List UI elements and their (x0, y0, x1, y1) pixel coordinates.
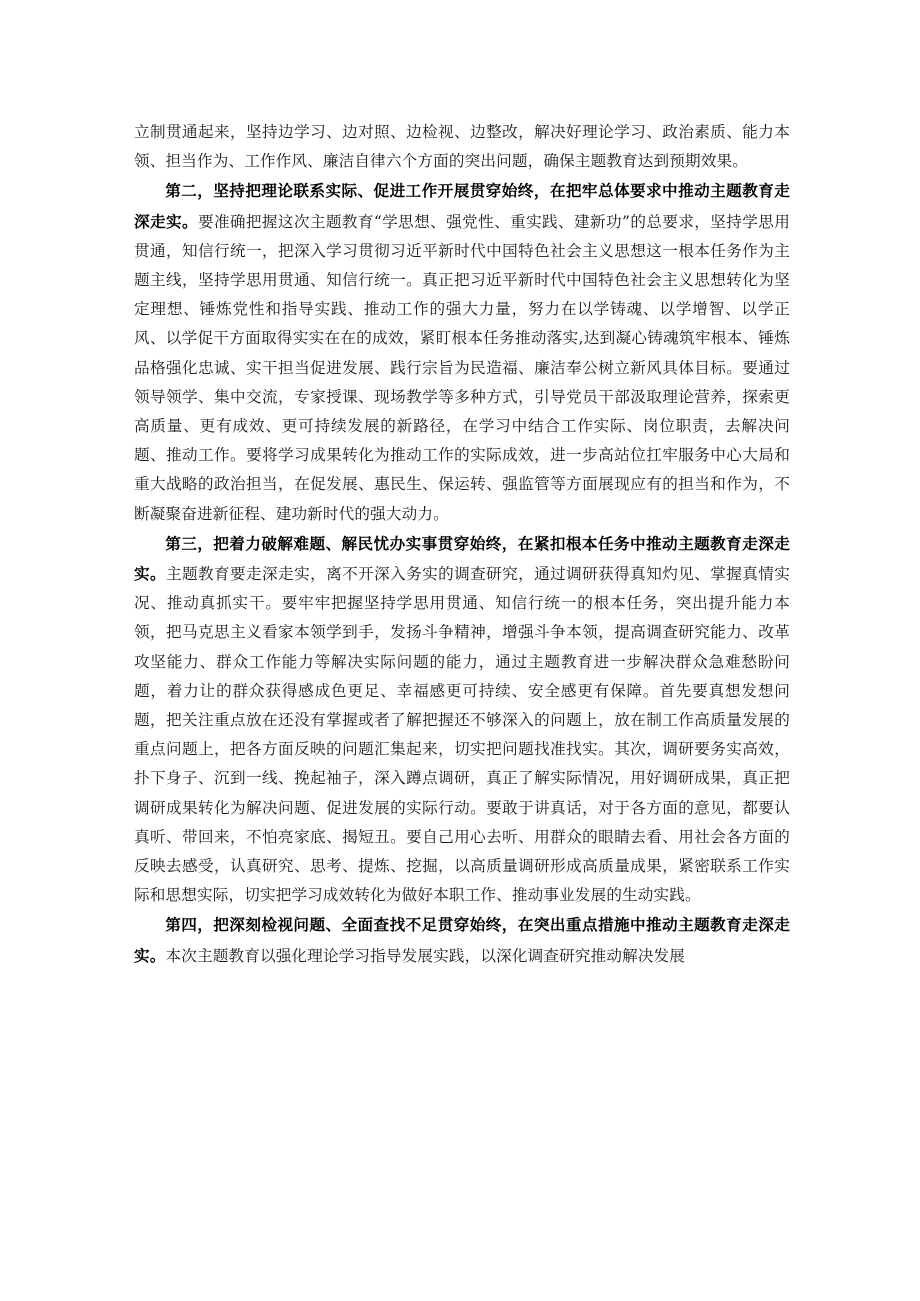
paragraph-second (134, 176, 790, 528)
paragraph-fourth (134, 910, 790, 970)
paragraph-body: 立制贯通起来，坚持边学习、边对照、边检视、边整改，解决好理论学习、政治素质、能力本领、担当作为、工作作风、廉洁自律六个方面的突出问题，确保主题教育达到预期效果。 (134, 123, 790, 171)
paragraph-body: 主题教育要走深走实，离不开深入务实的调查研究，通过调研获得真知灼见、掌握真情实况、推动真抓实干。要牢牢把握坚持学思用贯通、知信行统一的根本任务，突出提升能力本领，把马克思主义看家本领学到手，发扬斗争精神，增强斗争本领，提高调查研究能力、改革攻坚能力、群众工作能力等解决实际问题的能力，通过主题教育进一步解决群众急难愁盼问题，着力让的群众获得感成色更足、幸福感更可持续、安全感更有保障。首先要真想发想问题，把关注重点放在还没有掌握或者了解把握还不够深入的问题上，放在制工作高质量发展的重点问题上，把各方面反映的问题汇集起来，切实把问题找准找实。其次，调研要务实高效，扑下身子、沉到一线、挽起袖子，深入蹲点调研，真正了解实际情况，用好调研成果，真正把调研成果转化为解决问题、促进发展的实际行动。要敢于讲真话，对于各方面的意见，都要认真听、带回来，不怕亮家底、揭短丑。要自己用心去听、用群众的眼睛去看、用社会各方面的反映去感受，认真研究、思考、提炼、挖掘，以高质量调研形成高质量成果，紧密联系工作实际和思想实际，切实把学习成效转化为做好本职工作、推动事业发展的生动实践。 (134, 565, 790, 905)
paragraph-lead-heading: 第三，把着力破解难题、解民忧办实事贯穿始终，在紧扣根本任务中推动主题教育走深走实。 (134, 533, 790, 584)
paragraph-body: 本次主题教育以强化理论学习指导发展实践，以深化调查研究推动解决发展 (165, 946, 686, 965)
paragraph-continued (134, 118, 790, 176)
paragraph-lead-heading: 第四，把深刻检视问题、全面查找不足贯穿始终，在突出重点措施中推动主题教育走深走实。 (134, 915, 790, 965)
paragraph-lead-heading: 第二，坚持把理论联系实际、促进工作开展贯穿始终，在把牢总体要求中推动主题教育走深走实。 (134, 181, 790, 231)
paragraph-body: 要准确把握这次主题教育“学思想、强党性、重实践、建新功”的总要求，坚持学思用贯通，知信行统一，把深入学习贯彻习近平新时代中国特色社会主义思想这一根本任务作为主题主线，坚持学思用贯通、知信行统一。真正把习近平新时代中国特色社会主义思想转化为坚定理想、锤炼党性和指导实践、推动工作的强大力量，努力在以学铸魂、以学增智、以学正风、以学促干方面取得实实在在的成效，紧盯根本任务推动落实,达到凝心铸魂筑牢根本、锤炼品格强化忠诚、实干担当促进发展、践行宗旨为民造福、廉洁奉公树立新风具体目标。要通过领导领学、集中交流，专家授课、现场教学等多种方式，引导党员干部汲取理论营养，探索更高质量、更有成效、更可持续发展的新路径，在学习中结合工作实际、岗位职责，去解决问题、推动工作。要将学习成果转化为推动工作的实际成效，进一步高站位扛牢服务中心大局和重大战略的政治担当，在促发展、惠民生、保运转、强监管等方面展现应有的担当和作为，不断凝聚奋进新征程、建功新时代的强大动力。 (134, 212, 790, 523)
paragraph-third (134, 529, 790, 911)
document-page (134, 118, 790, 971)
